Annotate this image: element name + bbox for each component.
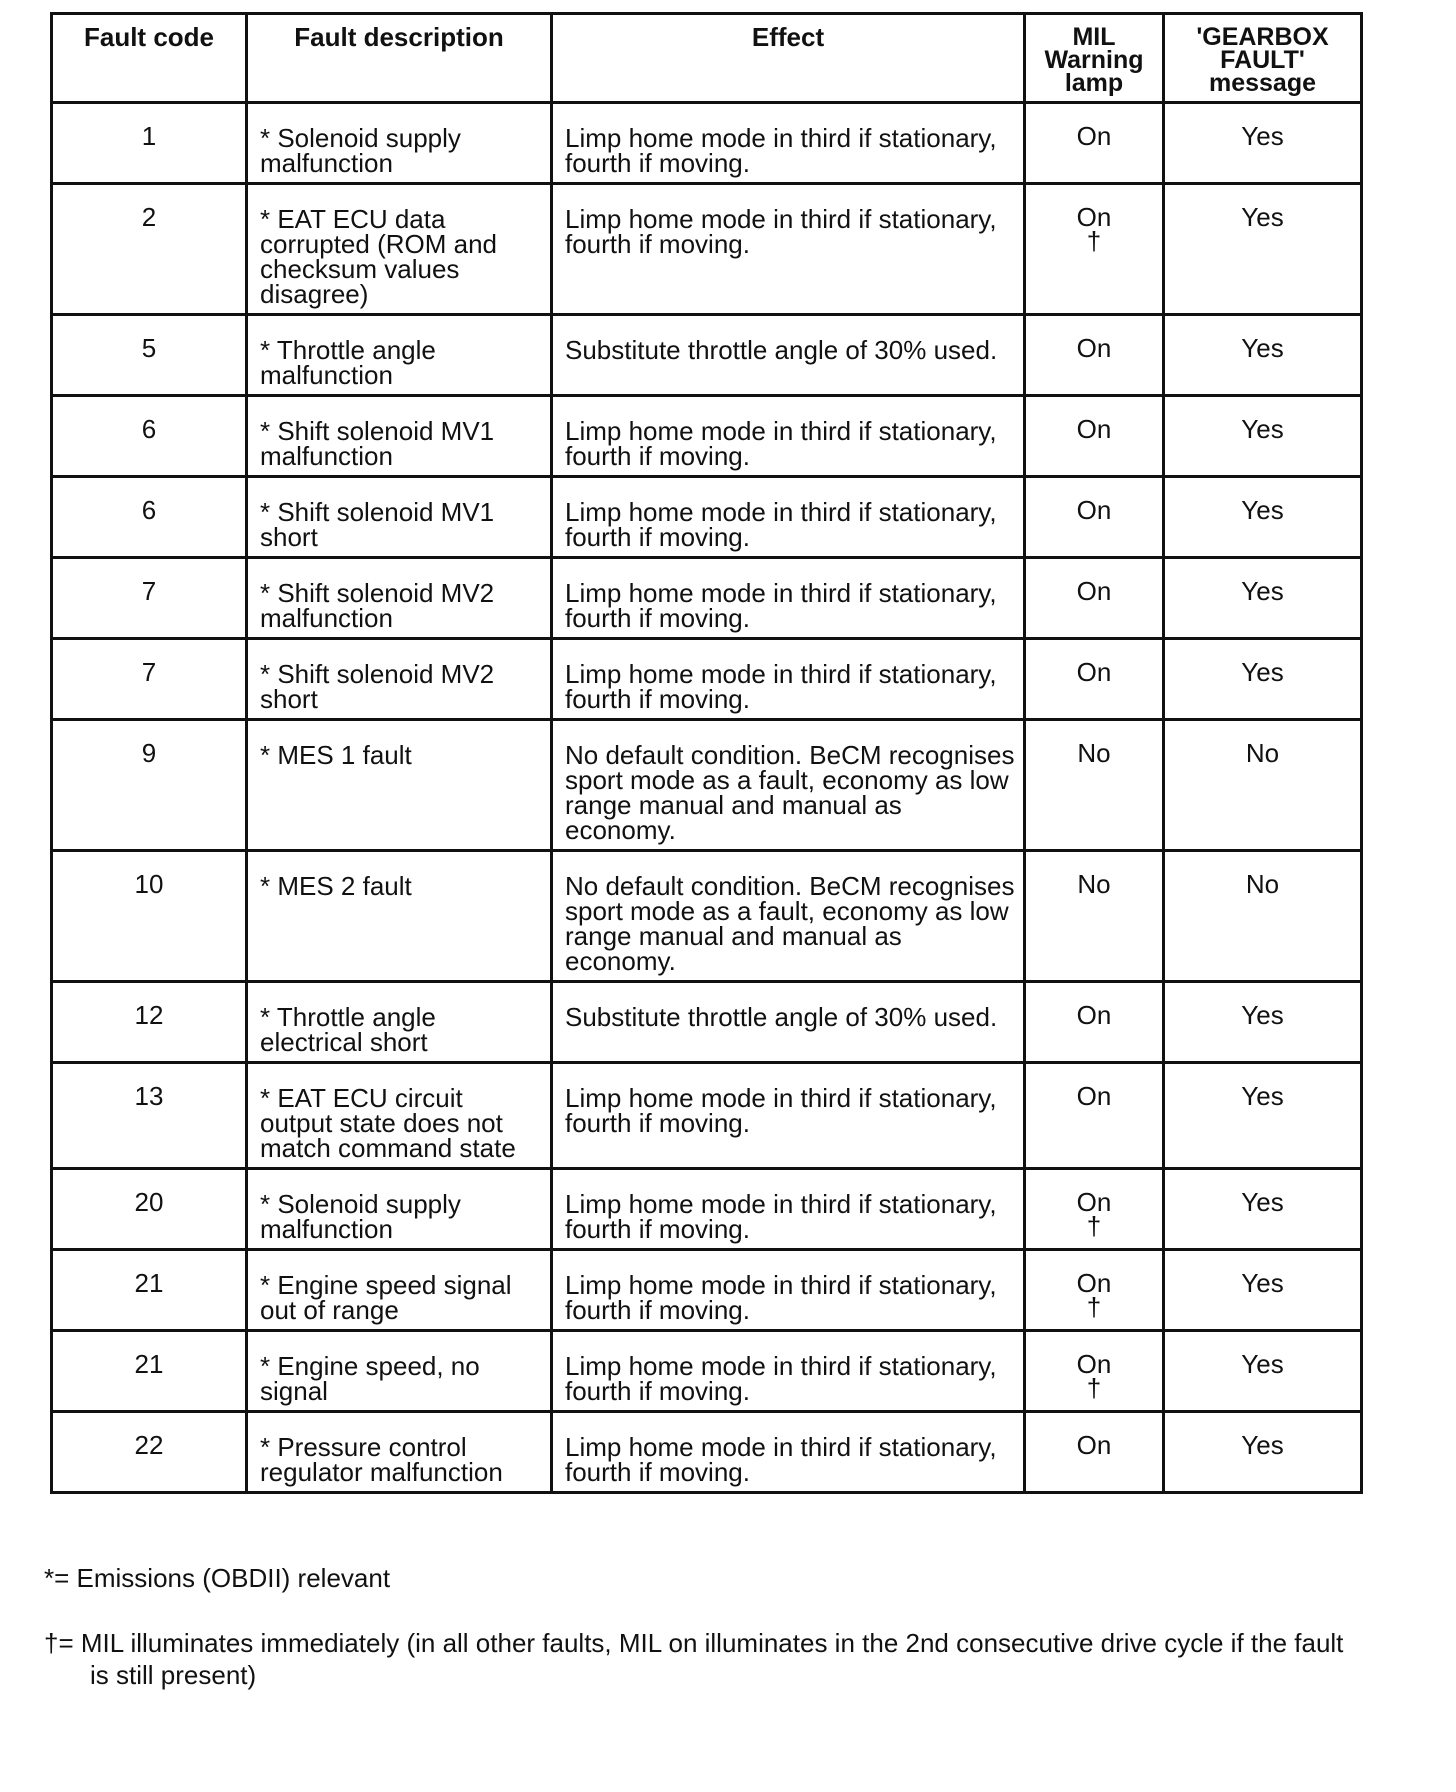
mil-lamp-value: On [1076,1081,1112,1111]
fault-code-cell: 22 [52,1412,247,1493]
fault-description-cell: * MES 2 fault [247,851,552,982]
gearbox-message-cell: Yes [1164,184,1362,315]
header-mil-line2: Warning [1044,46,1144,74]
effect-cell: Limp home mode in third if stationary, fourth if moving. [552,1331,1025,1412]
mil-lamp-cell [1025,103,1164,184]
mil-lamp-cell [1025,1250,1164,1331]
fault-code-cell: 10 [52,851,247,982]
header-effect: Effect [552,14,1025,103]
fault-description-cell: * EAT ECU circuit output state does not match command state [247,1063,552,1169]
mil-lamp-value: On [1076,121,1112,151]
mil-lamp-value: On [1076,1268,1112,1298]
fault-code-cell: 7 [52,639,247,720]
fault-description-cell: * Engine speed signal out of range [247,1250,552,1331]
gearbox-message-cell: Yes [1164,1250,1362,1331]
fault-code-cell: 6 [52,396,247,477]
gearbox-message-cell: Yes [1164,982,1362,1063]
table-row [52,1412,1362,1493]
effect-cell: Limp home mode in third if stationary, fourth if moving. [552,1412,1025,1493]
effect-cell: Substitute throttle angle of 30% used. [552,315,1025,396]
mil-lamp-cell [1025,851,1164,982]
table-row [52,184,1362,315]
mil-lamp-value: On [1076,576,1112,606]
footnote-mil-line2: is still present) [90,1660,257,1690]
header-gearbox-line2: FAULT' [1220,46,1305,74]
effect-cell: No default condition. BeCM recognises sport mode as a fault, economy as low range manual and manual as economy. [552,720,1025,851]
mil-lamp-cell [1025,1063,1164,1169]
fault-code-cell: 2 [52,184,247,315]
mil-lamp-cell [1025,315,1164,396]
mil-lamp-cell [1025,1412,1164,1493]
fault-description-cell: * Shift solenoid MV2 malfunction [247,558,552,639]
header-gearbox-line3: message [1208,69,1317,97]
fault-code-cell: 20 [52,1169,247,1250]
gearbox-message-cell: Yes [1164,1331,1362,1412]
mil-lamp-value: On [1076,1187,1112,1217]
effect-cell: Limp home mode in third if stationary, fourth if moving. [552,1063,1025,1169]
mil-dagger-mark: † [1086,1211,1102,1241]
fault-code-cell: 21 [52,1250,247,1331]
effect-cell: Limp home mode in third if stationary, fourth if moving. [552,184,1025,315]
table-row [52,558,1362,639]
fault-code-cell: 6 [52,477,247,558]
mil-lamp-value: No [1077,869,1111,899]
effect-cell: Limp home mode in third if stationary, fourth if moving. [552,1169,1025,1250]
fault-code-cell: 12 [52,982,247,1063]
table-row [52,720,1362,851]
table-header-row [52,14,1362,103]
fault-description-cell: * Solenoid supply malfunction [247,1169,552,1250]
gearbox-message-cell: Yes [1164,315,1362,396]
mil-dagger-mark: † [1086,226,1102,256]
fault-description-cell: * Throttle angle malfunction [247,315,552,396]
mil-lamp-cell [1025,477,1164,558]
table-row [52,1169,1362,1250]
table-row [52,639,1362,720]
gearbox-message-cell: Yes [1164,1412,1362,1493]
gearbox-message-cell: Yes [1164,558,1362,639]
mil-lamp-cell [1025,639,1164,720]
table-row [52,982,1362,1063]
gearbox-message-cell: No [1164,851,1362,982]
mil-dagger-mark: † [1086,1292,1102,1322]
effect-cell: Limp home mode in third if stationary, fourth if moving. [552,558,1025,639]
mil-lamp-cell [1025,184,1164,315]
mil-lamp-cell [1025,396,1164,477]
gearbox-message-cell: No [1164,720,1362,851]
fault-code-cell: 21 [52,1331,247,1412]
fault-code-cell: 13 [52,1063,247,1169]
gearbox-message-cell: Yes [1164,639,1362,720]
header-mil-line3: lamp [1064,69,1124,97]
mil-lamp-value: On [1076,202,1112,232]
effect-cell: Limp home mode in third if stationary, fourth if moving. [552,103,1025,184]
fault-description-cell: * EAT ECU data corrupted (ROM and checksum values disagree) [247,184,552,315]
footnote-emissions: *= Emissions (OBDII) relevant [44,1563,391,1593]
table-row [52,103,1362,184]
gearbox-message-cell: Yes [1164,1063,1362,1169]
fault-code-cell: 7 [52,558,247,639]
fault-description-cell: * Throttle angle electrical short [247,982,552,1063]
mil-lamp-cell [1025,720,1164,851]
table-row [52,477,1362,558]
mil-lamp-value: On [1076,333,1112,363]
effect-cell: Limp home mode in third if stationary, fourth if moving. [552,396,1025,477]
table-row [52,315,1362,396]
mil-lamp-value: On [1076,1000,1112,1030]
table-row [52,1063,1362,1169]
gearbox-message-cell: Yes [1164,396,1362,477]
fault-description-cell: * MES 1 fault [247,720,552,851]
effect-cell: Limp home mode in third if stationary, fourth if moving. [552,639,1025,720]
mil-lamp-value: No [1077,738,1111,768]
effect-cell: Substitute throttle angle of 30% used. [552,982,1025,1063]
fault-code-cell: 9 [52,720,247,851]
fault-description-cell: * Shift solenoid MV1 malfunction [247,396,552,477]
header-mil-warning-lamp [1025,14,1164,103]
gearbox-message-cell: Yes [1164,477,1362,558]
mil-lamp-cell [1025,558,1164,639]
fault-code-cell: 1 [52,103,247,184]
table-row [52,1250,1362,1331]
table-row [52,1331,1362,1412]
table-row [52,851,1362,982]
fault-description-cell: * Solenoid supply malfunction [247,103,552,184]
effect-cell: Limp home mode in third if stationary, fourth if moving. [552,477,1025,558]
fault-table-body [52,103,1362,1493]
fault-description-cell: * Engine speed, no signal [247,1331,552,1412]
footnote-mil-line1: †= MIL illuminates immediately (in all other faults, MIL on illuminates in the 2nd consecutive drive cycle if the fault [44,1628,1344,1658]
effect-cell: Limp home mode in third if stationary, fourth if moving. [552,1250,1025,1331]
mil-lamp-value: On [1076,1430,1112,1460]
mil-lamp-cell [1025,1331,1164,1412]
header-gearbox-fault-message [1164,14,1362,103]
header-fault-description: Fault description [247,14,552,103]
mil-lamp-value: On [1076,1349,1112,1379]
header-gearbox-line1: 'GEARBOX [1196,23,1329,51]
mil-lamp-value: On [1076,657,1112,687]
mil-dagger-mark: † [1086,1373,1102,1403]
mil-lamp-cell [1025,982,1164,1063]
header-mil-line1: MIL [1072,23,1116,51]
mil-lamp-cell [1025,1169,1164,1250]
fault-code-table [50,12,1363,1494]
fault-code-cell: 5 [52,315,247,396]
fault-description-cell: * Shift solenoid MV1 short [247,477,552,558]
fault-description-cell: * Shift solenoid MV2 short [247,639,552,720]
mil-lamp-value: On [1076,414,1112,444]
gearbox-message-cell: Yes [1164,103,1362,184]
gearbox-message-cell: Yes [1164,1169,1362,1250]
mil-lamp-value: On [1076,495,1112,525]
footnote-mil-illumination [44,1627,1424,1691]
effect-cell: No default condition. BeCM recognises sport mode as a fault, economy as low range manual and manual as economy. [552,851,1025,982]
header-fault-code: Fault code [52,14,247,103]
fault-description-cell: * Pressure control regulator malfunction [247,1412,552,1493]
table-row [52,396,1362,477]
